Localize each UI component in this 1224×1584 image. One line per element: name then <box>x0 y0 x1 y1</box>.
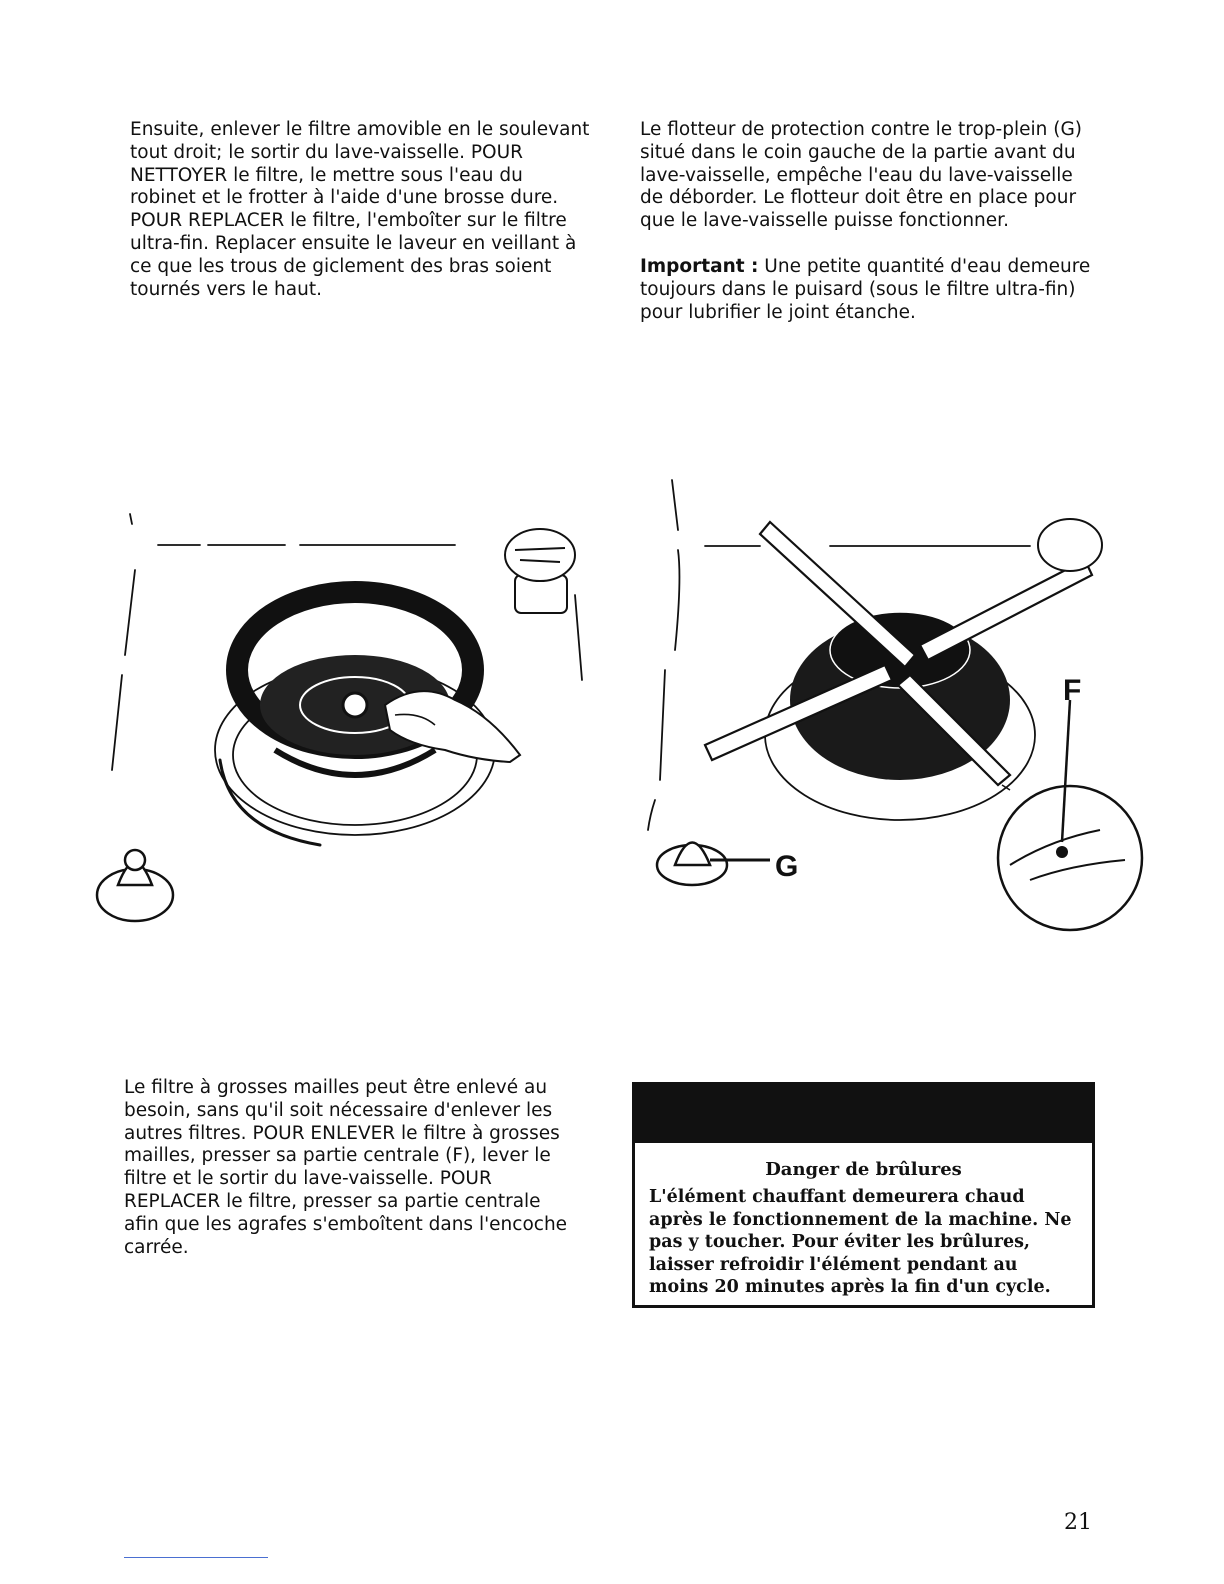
label-g: G <box>775 850 799 883</box>
warning-title: Danger de brûlures <box>765 1159 962 1180</box>
warning-text: L'élément chauffant demeurera chaud après le fonctionnement de la machine. Ne pas y toucher. Pour éviter les brûlures, laisser refroidir l'élément pendant au moins 20 minutes après la fin d'un cycle. <box>649 1187 1072 1297</box>
paragraph-remove-filter: Ensuite, enlever le filtre amovible en le soulevant tout droit; le sortir du lave-vaisselle. POUR NETTOYER le filtre, le mettre sous l'eau du robinet et le frotter à l'aide d'une brosse dure. POUR REPLACER le filtre, l'emboîter sur le filtre ultra-fin. Replacer ensuite le laveur en veillant à ce que les trous de giclement des bras soient tournés vers le haut. <box>130 119 590 300</box>
page-number: 21 <box>1064 1510 1092 1535</box>
paragraph-important <box>640 256 1100 324</box>
footer-rule <box>124 1557 268 1558</box>
burn-warning-box <box>632 1082 1095 1308</box>
paragraph-coarse-filter: Le filtre à grosses mailles peut être enlevé au besoin, sans qu'il soit nécessaire d'enlever les autres filtres. POUR ENLEVER le filtre à grosses mailles, presser sa partie centrale (F), lever le filtre et le sortir du lave-vaisselle. POUR REPLACER le filtre, presser sa partie centrale afin que les agrafes s'emboîtent dans l'encoche carrée. <box>124 1077 568 1258</box>
label-f: F <box>1063 674 1082 707</box>
warning-header-bar <box>635 1085 1092 1143</box>
important-label: Important : <box>640 256 759 277</box>
important-text: Une petite quantité d'eau demeure toujours dans le puisard (sous le filtre ultra-fin) pour lubrifier le joint étanche. <box>640 256 1091 323</box>
filter-removal-illustration <box>90 500 610 940</box>
paragraph-overflow-float: Le flotteur de protection contre le trop-plein (G) situé dans le coin gauche de la partie avant du lave-vaisselle, empêche l'eau du lave-vaisselle de déborder. Le flotteur doit être en place pour que le lave-vaisselle puisse fonctionner. <box>640 119 1083 232</box>
